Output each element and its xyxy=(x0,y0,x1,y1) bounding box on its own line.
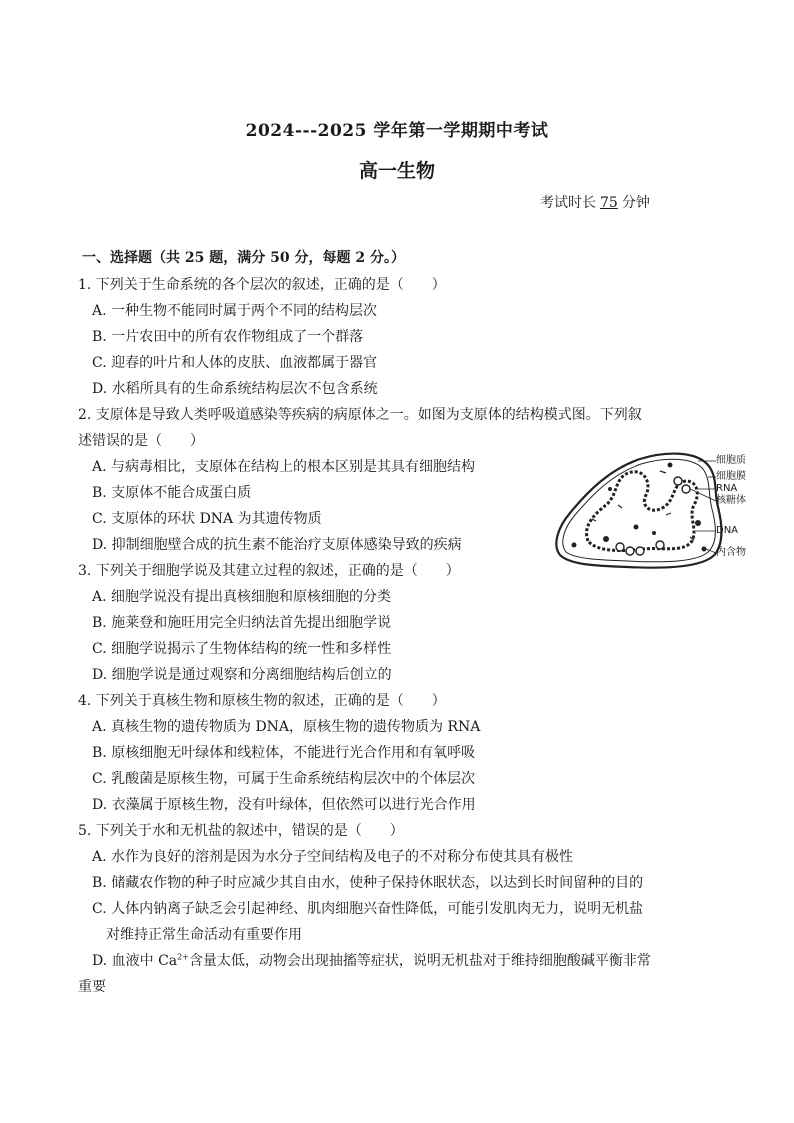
question-1-option-a: A. 一种生物不能同时属于两个不同的结构层次 xyxy=(92,303,378,319)
question-3-option-c: C. 细胞学说揭示了生物体结构的统一性和多样性 xyxy=(92,641,392,657)
option-d-text-2: 含量太低，动物会出现抽搐等症状，说明无机盐对于维持细胞酸碱平衡非常 xyxy=(188,953,651,969)
calcium-charge: 2+ xyxy=(177,952,189,962)
label-ribosome: 核糖体 xyxy=(716,495,746,506)
question-1-stem: 1. 下列关于生命系统的各个层次的叙述，正确的是（ ） xyxy=(78,277,446,293)
duration-prefix: 考试时长 xyxy=(540,195,596,211)
inclusion xyxy=(603,536,609,542)
question-1-option-c: C. 迎春的叶片和人体的皮肤、血液都属于器官 xyxy=(92,355,378,371)
inclusion xyxy=(668,463,673,468)
question-5-option-d xyxy=(92,951,651,971)
question-5-option-a: A. 水作为良好的溶剂是因为水分子空间结构及电子的不对称分布使其具有极性 xyxy=(92,849,574,865)
question-5-option-c: C. 人体内钠离子缺乏会引起神经、肌肉细胞兴奋性降低，可能引发肌肉无力，说明无机盐 xyxy=(92,901,644,917)
question-4-stem: 4. 下列关于真核生物和原核生物的叙述，正确的是（ ） xyxy=(78,693,446,709)
exam-subject: 高一生物 xyxy=(358,160,435,182)
label-cell-membrane: 细胞膜 xyxy=(716,471,746,482)
question-2-stem-line-1: 2. 支原体是导致人类呼吸道感染等疾病的病原体之一。如图为支原体的结构模式图。下列叙 xyxy=(78,407,642,423)
question-2-option-b: B. 支原体不能合成蛋白质 xyxy=(92,485,252,501)
question-2-option-c: C. 支原体的环状 DNA 为其遗传物质 xyxy=(92,511,322,527)
label-rna: RNA xyxy=(716,483,738,494)
question-3-option-d: D. 细胞学说是通过观察和分离细胞结构后创立的 xyxy=(92,667,392,683)
inclusion xyxy=(634,525,639,530)
question-5-stem: 5. 下列关于水和无机盐的叙述中，错误的是（ ） xyxy=(78,823,404,839)
inclusion xyxy=(608,487,612,491)
question-4-option-d: D. 衣藻属于原核生物，没有叶绿体，但依然可以进行光合作用 xyxy=(92,797,476,813)
exam-title: 2024---2025 学年第一学期期中考试 xyxy=(245,121,549,141)
question-5-option-b: B. 储藏农作物的种子时应减少其自由水，使种子保持休眠状态，以达到长时间留种的目的 xyxy=(92,875,644,891)
ribosome xyxy=(656,541,664,549)
inclusion xyxy=(572,543,577,548)
question-1-option-b: B. 一片农田中的所有农作物组成了一个群落 xyxy=(92,329,364,345)
inclusion xyxy=(652,531,656,535)
option-d-text-1: D. 血液中 Ca xyxy=(92,953,178,969)
inclusion xyxy=(695,520,701,526)
ribosome xyxy=(626,547,634,555)
question-5-option-d-continued: 重要 xyxy=(78,979,106,995)
question-2-option-a: A. 与病毒相比，支原体在结构上的根本区别是其具有细胞结构 xyxy=(92,459,476,475)
duration-value: 75 xyxy=(600,195,618,211)
exam-duration xyxy=(540,192,650,212)
question-5-option-c-continued: 对维持正常生命活动有重要作用 xyxy=(106,927,302,943)
inclusion xyxy=(702,547,707,552)
question-2-stem-line-2: 述错误的是（ ） xyxy=(78,433,204,449)
label-cytoplasm: 细胞质 xyxy=(716,455,746,466)
question-3-option-a: A. 细胞学说没有提出真核细胞和原核细胞的分类 xyxy=(92,589,392,605)
question-4-option-a: A. 真核生物的遗传物质为 DNA，原核生物的遗传物质为 RNA xyxy=(92,719,481,735)
ribosome xyxy=(616,543,624,551)
label-dna: DNA xyxy=(716,525,739,536)
duration-suffix: 分钟 xyxy=(621,195,650,211)
question-3-stem: 3. 下列关于细胞学说及其建立过程的叙述，正确的是（ ） xyxy=(78,563,460,579)
question-3-option-b: B. 施莱登和施旺用完全归纳法首先提出细胞学说 xyxy=(92,615,392,631)
leader-ribosome xyxy=(690,489,716,501)
ribosome xyxy=(636,547,644,555)
question-2-option-d: D. 抑制细胞壁合成的抗生素不能治疗支原体感染导致的疾病 xyxy=(92,537,462,553)
section-heading: 一、选择题（共 25 题，满分 50 分，每题 2 分。） xyxy=(82,250,405,266)
question-1-option-d: D. 水稻所具有的生命系统结构层次不包含系统 xyxy=(92,381,378,397)
question-4-option-b: B. 原核细胞无叶绿体和线粒体，不能进行光合作用和有氧呼吸 xyxy=(92,745,476,761)
question-4-option-c: C. 乳酸菌是原核生物，可属于生命系统结构层次中的个体层次 xyxy=(92,771,476,787)
mycoplasma-diagram xyxy=(548,449,762,575)
ribosome xyxy=(674,477,682,485)
ribosome xyxy=(682,485,690,493)
label-inclusion: 内含物 xyxy=(716,547,746,558)
